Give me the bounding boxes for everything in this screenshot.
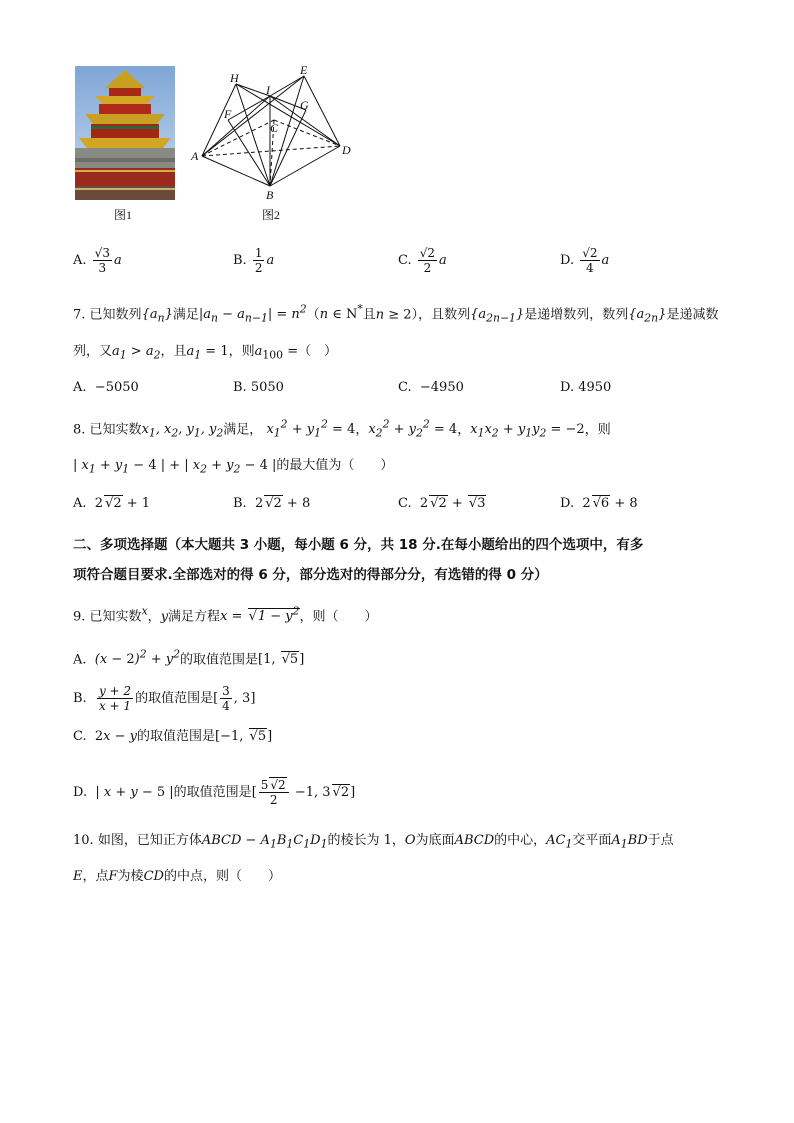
stem-text: 于点 (647, 833, 674, 848)
option-letter: D. (560, 496, 575, 511)
numerator: √2 (419, 246, 436, 260)
q8-stem-line-2 (73, 456, 393, 480)
variable: a (113, 253, 122, 268)
q6-option-c (398, 246, 447, 275)
math: F (108, 869, 118, 884)
q6-option-d (560, 246, 609, 275)
stem-text: ， (147, 609, 161, 625)
point-label-b: B (266, 188, 274, 202)
stem-text: 是递减数 (666, 307, 719, 323)
section-2-heading-line-2: 项符合题目要求.全部选对的得 6 分，部分选对的得部分分，有选错的得 0 分） (73, 567, 548, 583)
math: [ $\frac{3}{4}$ , 3] (213, 684, 256, 713)
math: 2x − y (94, 729, 138, 744)
q6-option-b (233, 246, 274, 275)
stem-text: 且 (362, 307, 376, 323)
q9-stem (73, 602, 378, 627)
figure-1-photo (75, 66, 175, 200)
option-letter: A. (73, 253, 87, 268)
math: x (141, 605, 148, 618)
stem-text: ， (457, 422, 471, 438)
math: CD (143, 869, 164, 884)
math: $\{a_{2n}\}$ (628, 307, 667, 325)
math: [−1, √5] (215, 729, 273, 744)
stem-text: 是递增数列，数列 (524, 307, 629, 323)
point-label-d: D (342, 143, 351, 157)
option-text: 的取值范围是 (135, 691, 214, 706)
variable: a (266, 253, 275, 268)
stem-text: 满足， (223, 422, 263, 438)
math: E (73, 869, 83, 884)
stem-text: 如图，已知正方体 (97, 833, 202, 848)
denominator: 4 (586, 261, 594, 275)
math: $x = √1 - y^2$ (220, 605, 300, 625)
tower-illustration (75, 66, 175, 200)
variable: a (439, 253, 447, 268)
option-value: 4950 (578, 380, 612, 395)
option-letter: B. (233, 253, 247, 268)
q7-option-b (233, 378, 284, 398)
option-letter: A. (73, 652, 87, 668)
stem-text: 满足方程 (168, 609, 221, 625)
point-label-h: H (230, 71, 239, 85)
stem-text: ，则 (584, 422, 611, 438)
math: n ∈ N* (319, 303, 363, 323)
stem-text: ），且数列 (411, 307, 471, 323)
question-number: 8. (73, 422, 86, 438)
stem-text: ，且 (160, 344, 187, 359)
option-value: 2 √2 + √3 (419, 496, 486, 511)
stem-text: 的棱长为 1， (327, 833, 405, 848)
q7-option-a (73, 378, 139, 398)
stem-text: 已知实数 (89, 609, 142, 625)
option-value: 2 √6 + 8 (582, 496, 638, 511)
option-value: 2 √2 + 8 (254, 496, 311, 511)
stem-text: 为棱 (117, 869, 144, 884)
q10-stem-line-2 (73, 867, 281, 887)
stem-text: ， (355, 422, 369, 438)
math: $\{a_n\}$ (141, 307, 173, 325)
option-letter: A. (73, 380, 87, 395)
math: $x_1^2 + y_1^2 = 4$ (262, 418, 356, 440)
math: | x + y − 5 | (95, 785, 174, 800)
question-number: 9. (73, 609, 86, 625)
math: n ≥ 2 (375, 307, 412, 323)
option-text: 的取值范围是 (137, 729, 216, 744)
point-label-e: E (300, 63, 308, 77)
stem-text: 列，又 (73, 344, 113, 359)
option-letter: C. (398, 496, 412, 511)
fraction: $\frac{y + 2}{x + 1}$ (98, 684, 132, 713)
option-letter: B. (233, 496, 247, 511)
stem-text: 的中点，则（ ） (163, 869, 281, 884)
question-number: 7. (73, 307, 86, 323)
option-letter: D. (560, 253, 575, 268)
figure-1-caption: 图1 (114, 208, 133, 222)
q9-option-c (73, 727, 272, 747)
math: $x_1$, $x_2$, $y_1$, $y_2$ (141, 422, 224, 440)
math: $a_1 > a_2$ (112, 344, 161, 362)
fraction (418, 246, 437, 275)
q7-stem-line-2 (73, 342, 337, 366)
stem-text: 交平面 (572, 833, 612, 848)
option-value: 5050 (250, 380, 284, 395)
fraction (253, 246, 265, 275)
figure-2-diagram (188, 62, 358, 202)
point-label-c: C (270, 121, 279, 135)
numerator: √3 (94, 246, 110, 260)
math: $A_1BD$ (611, 833, 648, 851)
math: $(x - 2)^2 + y^2$ (94, 648, 181, 668)
q7-option-c (398, 378, 464, 398)
denominator: 2 (423, 261, 432, 275)
q9-option-b (73, 684, 255, 713)
q8-option-c (398, 494, 486, 514)
option-letter: B. (73, 691, 87, 706)
section-2-heading-line-1: 二、多项选择题（本大题共 3 小题，每小题 6 分，共 18 分.在每小题给出的四个选项中，有多 (73, 537, 644, 553)
numerator: √2 (582, 246, 598, 260)
math: [ $\frac{5 √2}{2}$ −1, 3 √2] (251, 778, 356, 807)
question-number: 10. (73, 833, 94, 848)
math: [1, √5] (258, 652, 305, 668)
q8-option-d (560, 494, 638, 514)
q8-option-a (73, 494, 150, 514)
math: $x_1x_2 + y_1y_2 = -2$ (470, 422, 585, 440)
point-label-i: I (266, 83, 270, 97)
option-letter: A. (73, 496, 87, 511)
math: $a_{100}$ = (254, 344, 299, 362)
math: ABCD − $A_1B_1C_1D_1$ (201, 833, 328, 851)
point-label-a: A (191, 149, 199, 163)
option-text: 的取值范围是 (180, 652, 259, 668)
option-letter: D. (560, 380, 575, 395)
option-letter: B. (233, 380, 247, 395)
stem-text: （ ） (298, 344, 338, 359)
fraction (580, 246, 599, 275)
stem-text: ，点 (82, 869, 109, 884)
math: $\{a_{2n-1}\}$ (470, 307, 525, 325)
polyhedron-diagram (188, 62, 358, 202)
denominator: 2 (254, 261, 263, 275)
math: $|a_n - a_{n-1}| = n^2$ (198, 303, 307, 325)
option-value: 2 √2 + 1 (94, 496, 151, 511)
stem-text: 已知实数 (89, 422, 142, 438)
stem-text: （ (306, 307, 320, 323)
stem-text: 满足 (172, 307, 199, 323)
option-letter: C. (398, 380, 412, 395)
option-value: −5050 (94, 380, 139, 395)
stem-text: 为底面 (415, 833, 455, 848)
option-letter: C. (398, 253, 412, 268)
fraction (93, 246, 112, 275)
q7-stem-line-1 (73, 300, 718, 329)
variable: a (601, 253, 610, 268)
math: $AC_1$ (546, 833, 573, 851)
numerator: 1 (254, 246, 263, 260)
stem-text: 的中心， (494, 833, 547, 848)
point-label-f: F (224, 107, 232, 121)
stem-text: 的最大值为（ ） (276, 458, 394, 473)
stem-text: 已知数列 (89, 307, 142, 323)
option-letter: C. (73, 729, 87, 744)
q7-option-d (560, 378, 611, 398)
figure-2-caption: 图2 (262, 208, 281, 222)
q9-option-d (73, 778, 355, 807)
math: ABCD (454, 833, 495, 848)
q9-option-a (73, 645, 304, 670)
option-letter: D. (73, 785, 88, 800)
stem-text: ，则（ ） (299, 609, 378, 625)
stem-text: ，则 (228, 344, 255, 359)
q6-option-a (73, 246, 122, 275)
q10-stem-line-1 (73, 831, 674, 855)
math: y (160, 609, 169, 625)
option-text: 的取值范围是 (173, 785, 252, 800)
option-value: −4950 (419, 380, 464, 395)
point-label-g: G (300, 98, 309, 112)
math: O (404, 833, 416, 848)
q8-option-b (233, 494, 310, 514)
denominator: 3 (98, 261, 107, 275)
math: | $x_1 + y_1 - 4$ | + | $x_2 + y_2 - 4$ | (73, 458, 277, 476)
math: $a_1 = 1$ (186, 344, 229, 362)
math: $x_2^2 + y_2^2 = 4$ (368, 418, 458, 440)
q8-stem-line-1 (73, 415, 611, 444)
